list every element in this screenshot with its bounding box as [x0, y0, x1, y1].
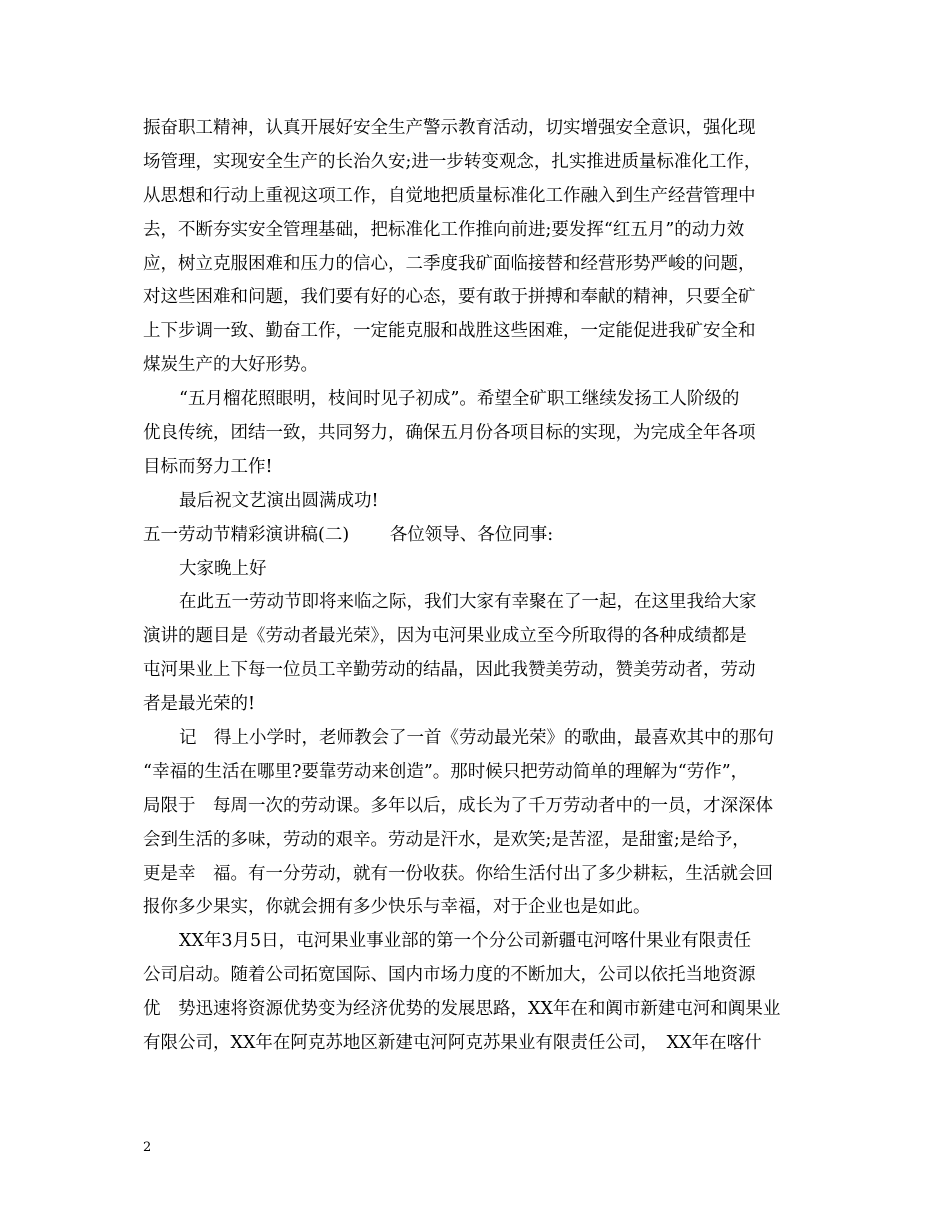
text-line: 屯河果业上下每一位员工辛勤劳动的结晶，因此我赞美劳动，赞美劳动者，劳动: [143, 660, 756, 681]
text-line: “五月榴花照眼明，枝间时见子初成”。希望全矿职工继续发扬工人阶级的: [179, 389, 740, 410]
text-line: 大家晚上好: [179, 558, 267, 579]
text-line: 煤炭生产的大好形势。: [143, 355, 318, 376]
text-line: 对这些困难和问题，我们要有好的心态，要有敢于拼搏和奉献的精神，只要全矿: [143, 287, 756, 308]
text-line: 优 势迅速将资源优势变为经济优势的发展思路，XX年在和阗市新建屯河和阗果业: [143, 999, 781, 1020]
text-line: 应，树立克服困难和压力的信心，二季度我矿面临接替和经营形势严峻的问题，: [143, 253, 756, 274]
text-line: 局限于 每周一次的劳动课。多年以后，成长为了千万劳动者中的一员，才深深体: [143, 795, 773, 816]
text-line: 场管理，实现安全生产的长治久安;进一步转变观念，扎实推进质量标准化工作，: [143, 151, 762, 172]
text-line: 在此五一劳动节即将来临之际，我们大家有幸聚在了一起，在这里我给大家: [179, 592, 757, 613]
text-line: 者是最光荣的!: [143, 694, 256, 715]
text-line: 振奋职工精神，认真开展好安全生产警示教育活动，切实增强安全意识，强化现: [143, 118, 756, 138]
text-line: 目标而努力工作!: [143, 456, 273, 477]
text-line: 记 得上小学时，老师教会了一首《劳动最光荣》的歌曲，最喜欢其中的那句: [179, 728, 774, 749]
text-line: 上下步调一致、勤奋工作，一定能克服和战胜这些困难，一定能促进我矿安全和: [143, 321, 756, 342]
page-number: 2: [143, 1140, 152, 1155]
text-line: 报你多少果实，你就会拥有多少快乐与幸福，对于企业也是如此。: [143, 897, 651, 918]
text-line: “幸福的生活在哪里?要靠劳动来创造”。那时候只把劳动简单的理解为“劳作”，: [143, 761, 749, 782]
text-line: XX年3月5日，屯河果业事业部的第一个分公司新疆屯河喀什果业有限责任: [179, 931, 752, 952]
body-text: [143, 112, 813, 1061]
text-line: 演讲的题目是《劳动者最光荣》，因为屯河果业成立至今所取得的各种成绩都是: [143, 626, 747, 647]
text-line: 最后祝文艺演出圆满成功!: [179, 490, 379, 511]
text-line: 会到生活的多味，劳动的艰辛。劳动是汗水，是欢笑;是苦涩，是甜蜜;是给予，: [143, 829, 750, 850]
text-line: 优良传统，团结一致，共同努力，确保五月份各项目标的实现，为完成全年各项: [143, 423, 756, 444]
text-line: 更是幸 福。有一分劳动，就有一份收获。你给生活付出了多少耕耘，生活就会回: [143, 863, 773, 884]
text-line: 去，不断夯实安全管理基础，把标准化工作推向前进;要发挥“红五月”的动力效: [143, 219, 745, 240]
text-line: 有限公司，XX年在阿克苏地区新建屯河阿克苏果业有限责任公司， XX年在喀什: [143, 1033, 762, 1054]
section-heading: 五一劳动节精彩演讲稿(二) 各位领导、各位同事:: [143, 524, 554, 545]
text-line: 从思想和行动上重视这项工作，自觉地把质量标准化工作融入到生产经营管理中: [143, 185, 756, 206]
text-line: 公司启动。随着公司拓宽国际、国内市场力度的不断加大，公司以依托当地资源: [143, 965, 756, 986]
